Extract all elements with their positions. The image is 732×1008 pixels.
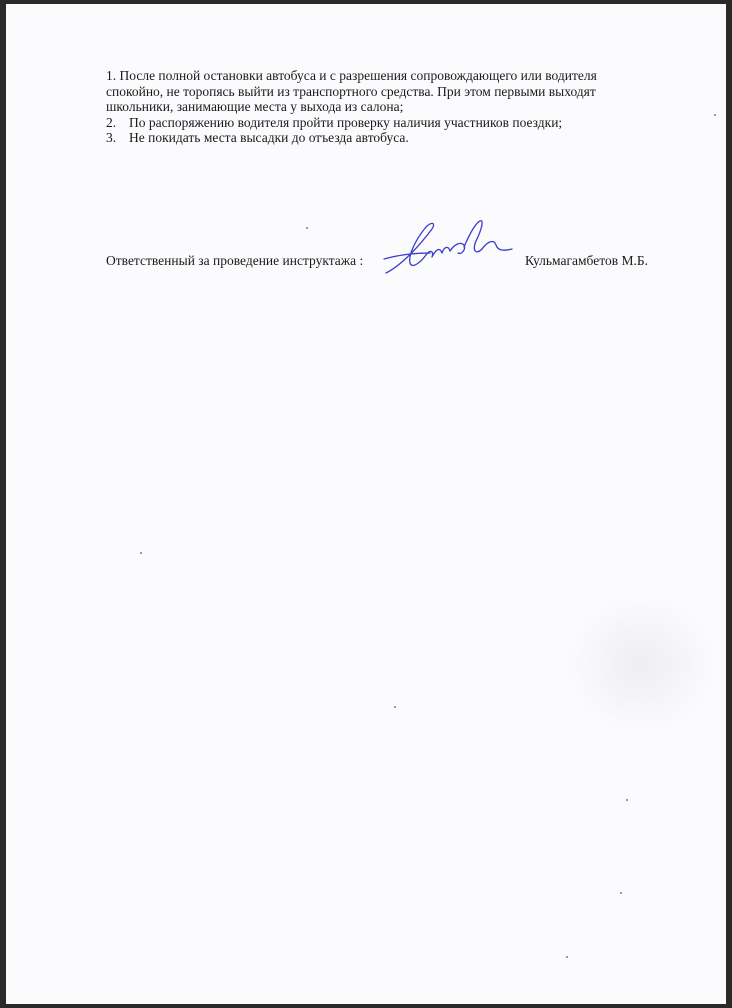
handwritten-signature [380, 215, 520, 279]
scan-speck [566, 956, 568, 958]
document-page [6, 4, 726, 1004]
instructions-text [106, 68, 646, 146]
responsible-name: Кульмагамбетов М.Б. [525, 253, 648, 268]
list-number: 3. [106, 130, 117, 145]
instruction-3 [106, 130, 646, 146]
scan-speck [394, 706, 396, 708]
list-text: По распоряжению водителя пройти проверку наличия участников поездки; [129, 114, 563, 130]
scan-speck [620, 892, 622, 894]
scan-speck [306, 227, 308, 229]
scan-speck [140, 552, 142, 554]
instruction-2 [106, 115, 646, 131]
responsible-label: Ответственный за проведение инструктажа : [106, 253, 364, 268]
scan-speck [626, 799, 628, 801]
list-number: 2. [106, 114, 117, 130]
scan-speck [714, 114, 716, 116]
list-text: Не покидать места высадки до отъезда автобуса. [129, 130, 409, 145]
instruction-1: 1. После полной остановки автобуса и с разрешения сопровождающего или водителя спокойно, не торопясь выйти из транспортного средства. При этом первыми выходят школьники, занимающие места у выхода из салона; [106, 68, 597, 114]
